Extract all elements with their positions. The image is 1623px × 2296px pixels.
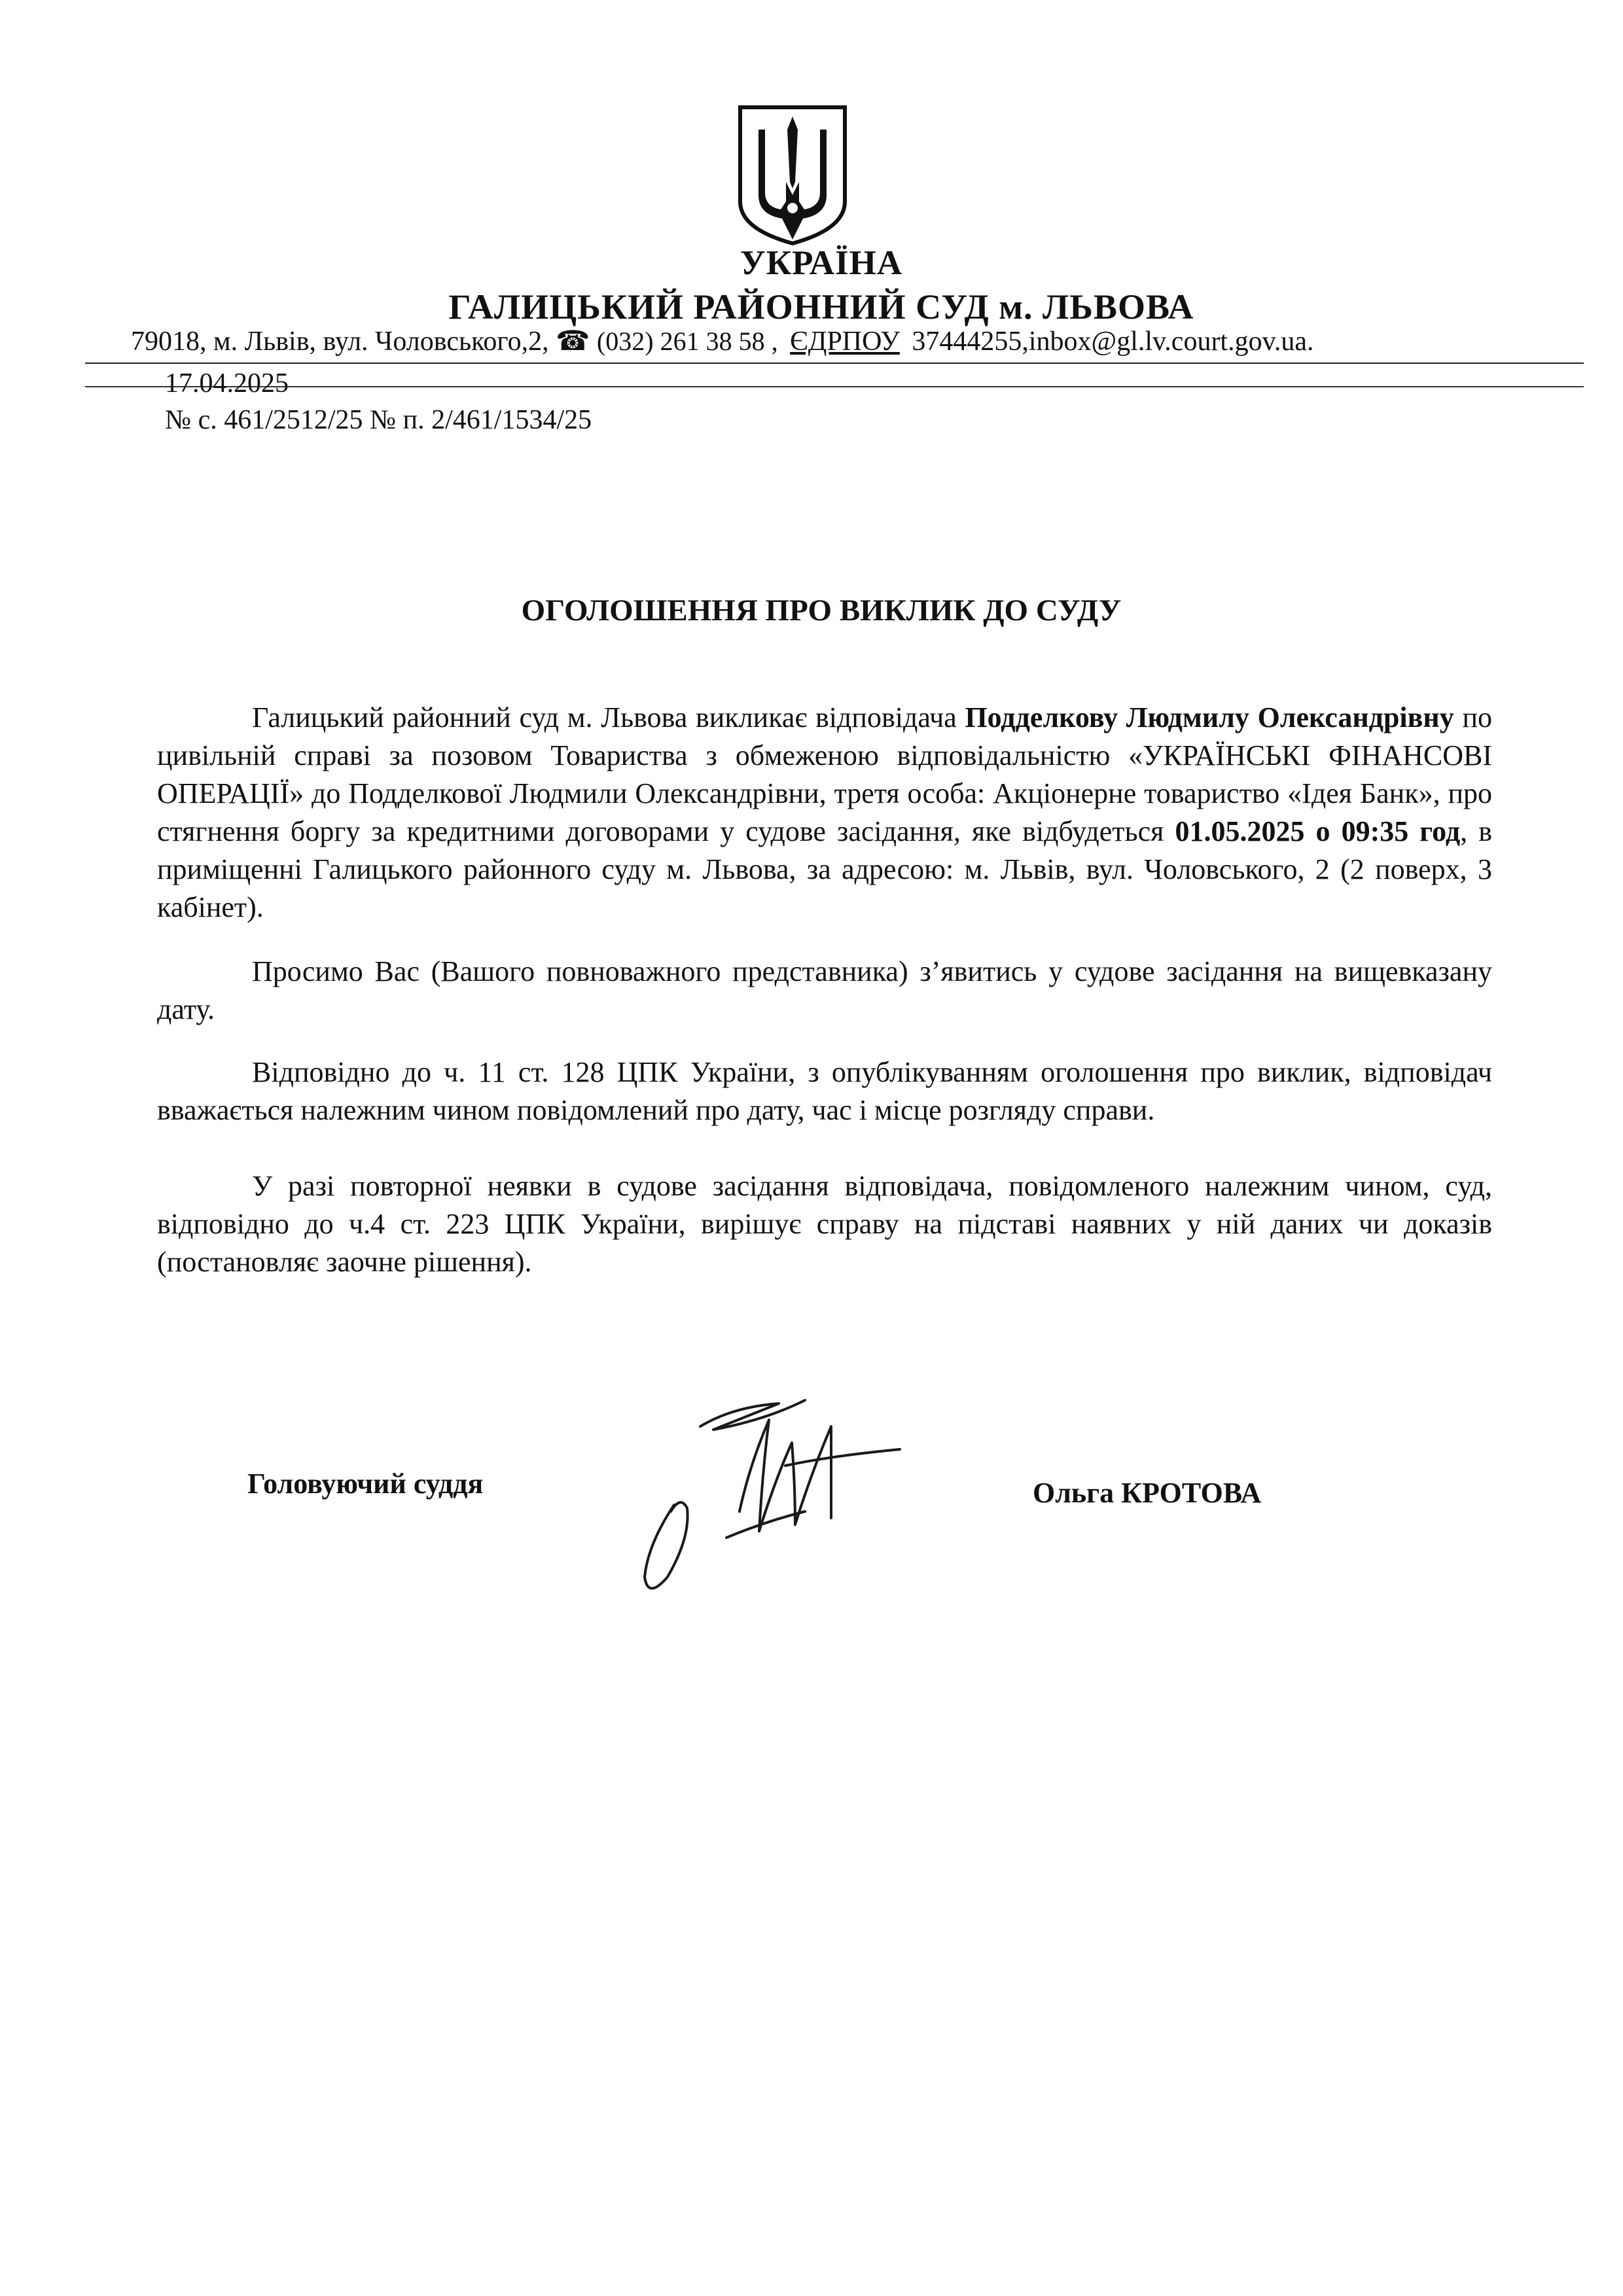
edrpou-label: ЄДРПОУ: [790, 327, 900, 357]
summons-text-start: Галицький районний суд м. Львова викликає відповідача: [252, 701, 965, 733]
document-title: ОГОЛОШЕННЯ ПРО ВИКЛИК ДО СУДУ: [521, 593, 1122, 627]
judge-role: Головуючий суддя: [247, 1468, 484, 1500]
header-divider: [85, 362, 1584, 364]
document-date: 17.04.2025: [165, 368, 289, 398]
summons-text-end: , в приміщенні Галицького районного суду м. Львова, за адресою: м. Львів, вул. Чоловського, 2 (2 поверх, 3 кабінет).: [157, 815, 1492, 923]
judge-name: Ольга КРОТОВА: [1033, 1477, 1262, 1509]
court-address: 79018, м. Львів, вул. Чоловського,2,: [131, 327, 549, 357]
trident-icon: [736, 103, 849, 246]
header-divider-lower: [85, 386, 1584, 387]
court-name-heading: ГАЛИЦЬКИЙ РАЙОННИЙ СУД м. ЛЬВОВА: [448, 287, 1194, 327]
handwritten-signature: [635, 1381, 923, 1597]
telephone-icon: ☎: [556, 327, 590, 357]
defendant-name: Подделкову Людмилу Олександрівну: [965, 701, 1454, 733]
default-judgment-paragraph: У разі повторної неявки в судове засідання відповідача, повідомленого належним чином, суд, відповідно до ч.4 ст. 223 ЦПК України, вирішує справу на підставі наявних у ній даних чи доказів (постановляє заочне рішення).: [157, 1170, 1492, 1278]
phone-number: (032) 261 38 58 ,: [596, 327, 778, 356]
edrpou-and-email: 37444255,inbox@gl.lv.court.gov.ua.: [912, 327, 1314, 357]
appearance-request-paragraph: Просимо Вас (Вашого повноважного представника) з’явитись у судове засідання на вищевказану дату.: [157, 955, 1492, 1025]
summons-text-middle: по цивільній справі за позовом Товариства з обмеженою відповідальністю «УКРАЇНСЬКІ ФІНАНСОВІ ОПЕРАЦІЇ» до Подделкової Людмили Олександрівни, третя особа: Акціонерне товариство «Ідея Банк», про стягнення боргу за кредитними договорами у судове засідання, яке відбудеться: [157, 701, 1493, 847]
country-heading: УКРАЇНА: [740, 244, 903, 282]
summons-paragraph: [157, 699, 1492, 927]
contact-line: [131, 325, 1558, 357]
legal-notice-paragraph: Відповідно до ч. 11 ст. 128 ЦПК України, з опублікуванням оголошення про виклик, відповідач вважається належним чином повідомлений про дату, час і місце розгляду справи.: [157, 1056, 1492, 1126]
hearing-datetime: 01.05.2025 о 09:35 год: [1175, 815, 1461, 847]
case-numbers: № с. 461/2512/25 № п. 2/461/1534/25: [165, 405, 592, 435]
